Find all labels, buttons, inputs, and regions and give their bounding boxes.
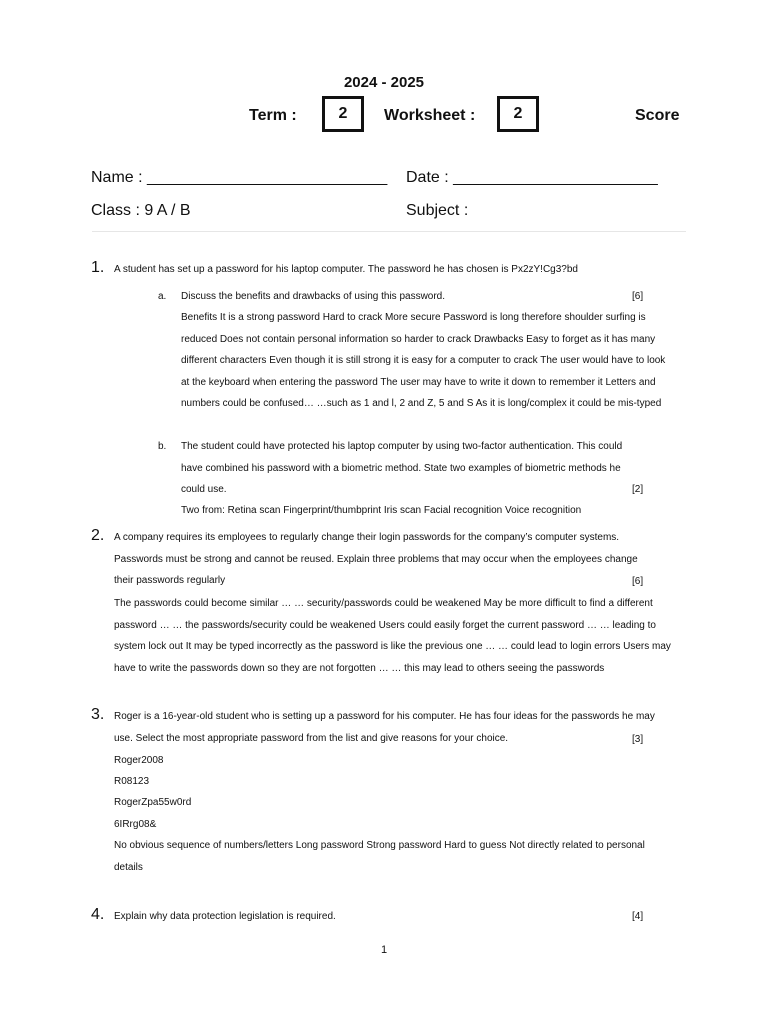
question-1a-label: a.: [158, 291, 167, 302]
question-3-answer: No obvious sequence of numbers/letters Long password Strong password Hard to guess Not directly related to personal details: [114, 840, 645, 873]
question-2-answer: The passwords could become similar … … security/passwords could be weakened May be more difficult to find a different password … … the passwords/security could be weakened Users could easily forget the current password … … leading to system lock out It may be typed incorrectly as the password is like the previous one … … could lead to login errors Users may have to write the passwords down so they are not forgotten … … this may lead to others seeing the passwords: [114, 598, 671, 674]
page-number: 1: [380, 944, 388, 956]
name-field: Name : ___________________________: [91, 169, 388, 186]
question-3-marks: [3]: [632, 734, 644, 745]
question-1b-answer: Two from: Retina scan Fingerprint/thumbprint Iris scan Facial recognition Voice recognition: [181, 505, 582, 516]
question-3-option-1: Roger2008: [114, 755, 164, 766]
school-year: 2024 - 2025: [343, 74, 425, 91]
question-2-text: A company requires its employees to regularly change their login passwords for the company’s computer systems. Passwords must be strong and cannot be reused. Explain three problems that may occur when the employees change their passwords regularly: [114, 532, 638, 586]
question-1a-text: Discuss the benefits and drawbacks of using this password.: [181, 291, 446, 302]
question-2-number: 2.: [91, 527, 105, 544]
question-3-option-2: R08123: [114, 776, 150, 787]
question-4-text: Explain why data protection legislation is required.: [114, 911, 336, 922]
question-3-text: Roger is a 16-year-old student who is setting up a password for his computer. He has four ideas for the passwords he may use. Select the most appropriate password from the list and give reasons for your choice.: [114, 711, 655, 744]
question-1a-marks: [6]: [632, 291, 644, 302]
question-4-number: 4.: [91, 906, 105, 923]
term-box: 2: [322, 96, 364, 132]
question-1a-answer: Benefits It is a strong password Hard to crack More secure Password is long therefore shoulder surfing is reduced Does not contain personal information so harder to crack Drawbacks Easy to forget as it has many different characters Even though it is still strong it is easy for a computer to crack The user would have to look at the keyboard when entering the password The user may have to write it down to remember it Letters and numbers could be confused… …such as 1 and l, 2 and Z, 5 and S As it is long/complex it could be mis-typed: [181, 312, 666, 409]
question-4-marks: [4]: [632, 911, 644, 922]
worksheet-label: Worksheet :: [384, 107, 476, 124]
subject-field: Subject :: [406, 202, 469, 219]
question-3-option-3: RogerZpa55w0rd: [114, 797, 192, 808]
question-3-option-4: 6IRrg08&: [114, 819, 157, 830]
question-1b-marks: [2]: [632, 484, 644, 495]
worksheet-box: 2: [497, 96, 539, 132]
header-divider: [92, 231, 686, 232]
question-2-marks: [6]: [632, 576, 644, 587]
question-1b-text: The student could have protected his laptop computer by using two-factor authentication. This could have combined his password with a biometric method. State two examples of biometric methods he could use.: [181, 441, 623, 495]
question-1-number: 1.: [91, 259, 105, 276]
question-1-text: A student has set up a password for his laptop computer. The password he has chosen is Px2zY!Cg3?bd: [114, 264, 578, 275]
question-3-number: 3.: [91, 706, 105, 723]
term-label: Term :: [249, 107, 297, 124]
score-label: Score: [635, 107, 680, 124]
question-1b-label: b.: [158, 441, 167, 452]
date-field: Date : _______________________: [406, 169, 658, 186]
class-field: Class : 9 A / B: [91, 202, 191, 219]
